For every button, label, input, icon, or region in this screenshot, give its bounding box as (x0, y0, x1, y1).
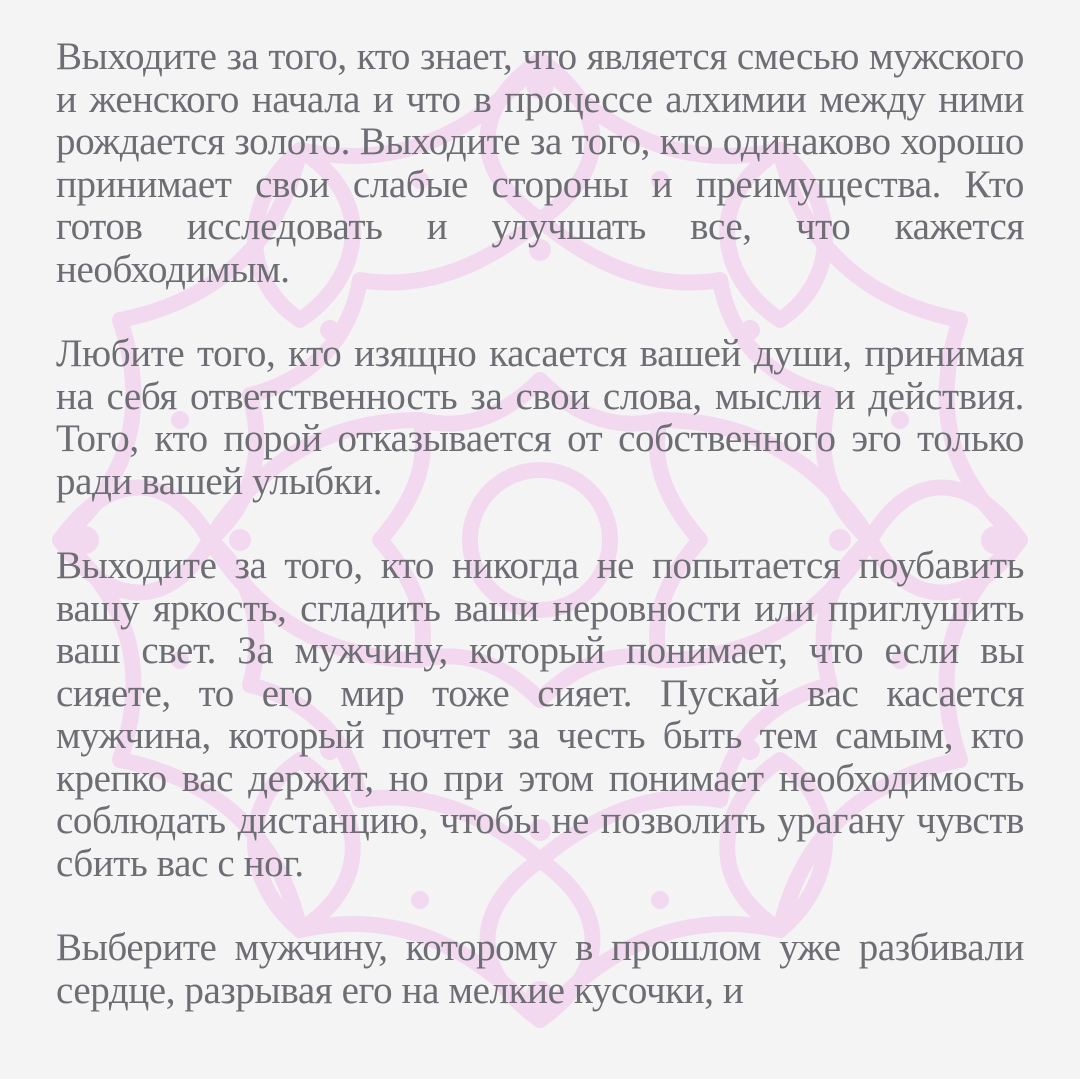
paragraph: Выходите за того, кто никогда не попытается поубавить вашу яркость, сгладить ваши неровности или приглушить ваш свет. За мужчину, который понимает, что если вы сияете, то его мир тоже сияет. Пускай вас касается мужчина, который почтет за честь быть тем самым, кто крепко вас держит, но при этом понимает необходимость соблюдать дистанцию, чтобы не позволить урагану чувств сбить вас с ног. (56, 544, 1024, 885)
article-text (56, 36, 1024, 1012)
paragraph: Выходите за того, кто знает, что является смесью мужского и женского начала и что в процессе алхимии между ними рождается золото. Выходите за того, кто одинаково хорошо принимает свои слабые стороны и преимущества. Кто готов исследовать и улучшать все, что кажется необходимым. (56, 35, 1024, 291)
paragraph: Любите того, кто изящно касается вашей души, принимая на себя ответственность за свои слова, мысли и действия. Того, кто порой отказывается от собственного эго только ради вашей улыбки. (56, 332, 1024, 503)
paragraph: Выберите мужчину, которому в прошлом уже разбивали сердце, разрывая его на мелкие кусочки, и (56, 926, 1024, 1012)
